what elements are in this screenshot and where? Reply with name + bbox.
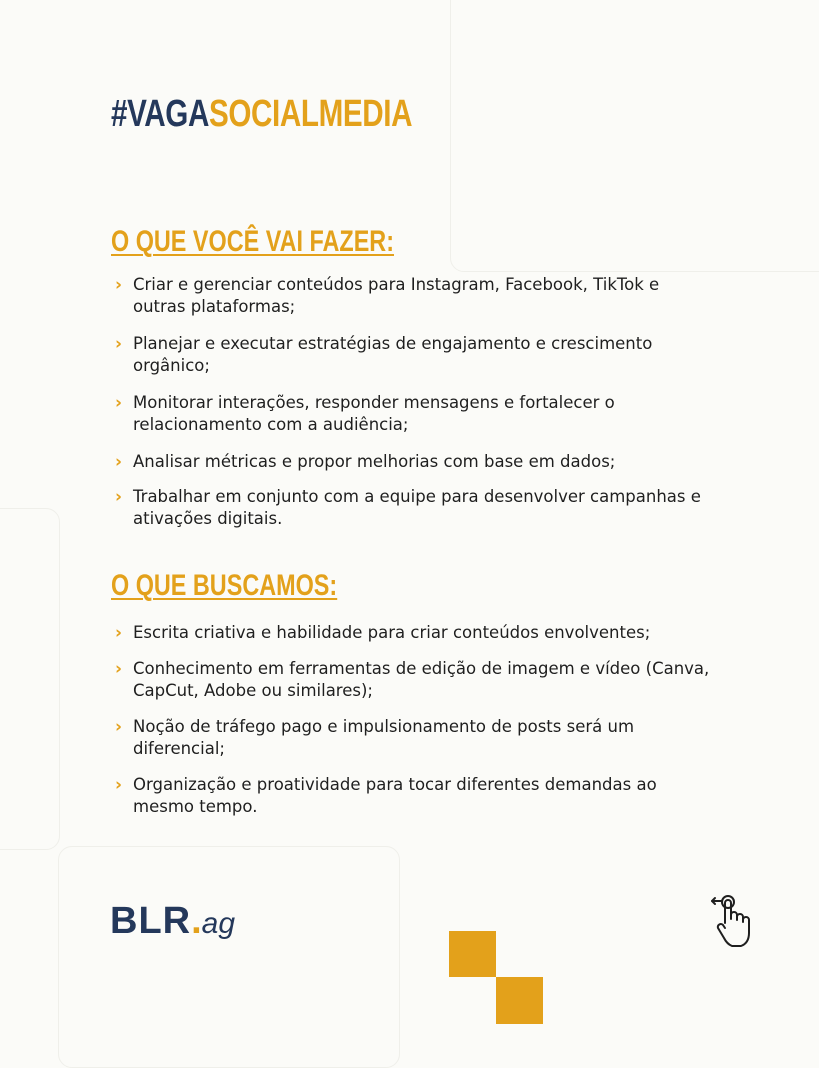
chevron-right-icon: › [115,775,123,795]
brand-logo [110,900,235,943]
logo-main: BLR [110,900,192,942]
list-item [115,451,715,473]
chevron-right-icon: › [115,452,123,472]
list-item-text: Trabalhar em conjunto com a equipe para desenvolver campanhas e ativações digitais. [133,487,701,528]
decorative-square [496,977,543,1024]
list-item [115,274,715,318]
decorative-square [449,931,496,977]
list-item [115,658,715,702]
list-item-text: Planejar e executar estratégias de engajamento e crescimento orgânico; [133,334,653,375]
logo-dot: . [191,900,202,942]
hashtag-part-vaga: #VAGA [111,93,209,135]
chevron-right-icon: › [115,275,123,295]
chevron-right-icon: › [115,717,123,737]
chevron-right-icon: › [115,334,123,354]
logo-suffix: ag [201,907,236,940]
list-item [115,333,715,377]
hashtag-title [111,94,412,134]
section-title-requirements: O QUE BUSCAMOS: [111,569,338,602]
decorative-card-bottom [58,846,400,1068]
hashtag-part-socialmedia: SOCIALMEDIA [208,93,413,135]
list-item [115,486,715,530]
list-item-text: Conhecimento em ferramentas de edição de imagem e vídeo (Canva, CapCut, Adobe ou similares); [133,659,710,700]
chevron-right-icon: › [115,393,123,413]
list-item-text: Analisar métricas e propor melhorias com base em dados; [133,452,616,471]
list-item-text: Organização e proatividade para tocar diferentes demandas ao mesmo tempo. [133,775,657,816]
list-item-text: Criar e gerenciar conteúdos para Instagram, Facebook, TikTok e outras plataformas; [133,275,660,316]
list-item [115,622,715,644]
list-item-text: Monitorar interações, responder mensagens e fortalecer o relacionamento com a audiência; [133,393,615,434]
list-item-text: Escrita criativa e habilidade para criar conteúdos envolventes; [133,623,651,642]
chevron-right-icon: › [115,659,123,679]
swipe-hand-icon [708,893,756,949]
chevron-right-icon: › [115,623,123,643]
decorative-card-left [0,508,60,850]
section-title-tasks: O QUE VOCÊ VAI FAZER: [111,225,394,258]
decorative-card-top-right [450,0,819,272]
list-item-text: Noção de tráfego pago e impulsionamento de posts será um diferencial; [133,717,635,758]
list-item [115,392,715,436]
list-item [115,716,715,760]
chevron-right-icon: › [115,487,123,507]
list-item [115,774,715,818]
